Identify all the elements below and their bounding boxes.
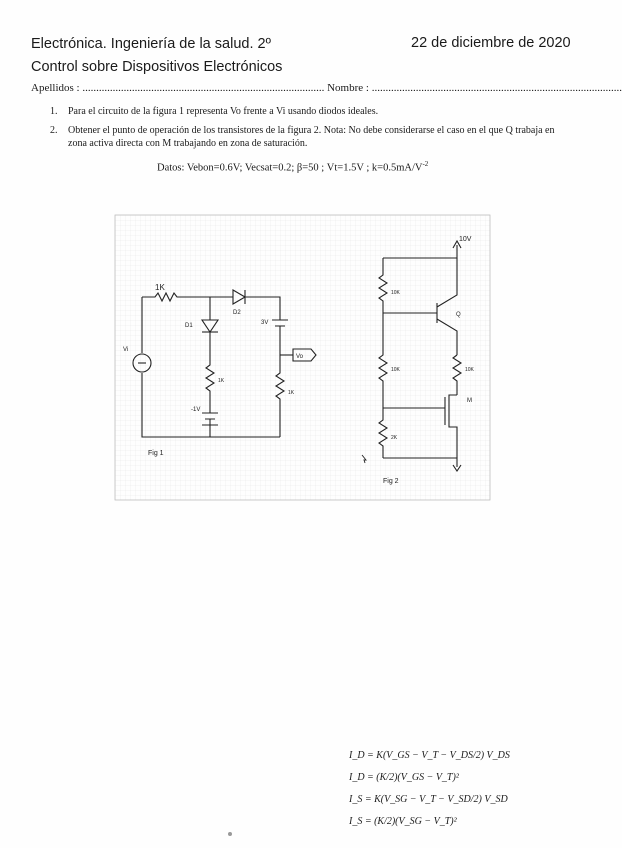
question-text: Para el circuito de la figura 1 representa Vo frente a Vi usando diodos ideales.	[68, 106, 379, 117]
fig1-caption: Fig 1	[148, 450, 164, 457]
question-number: 2.	[50, 125, 58, 136]
label-r-bot: 2K	[391, 435, 398, 441]
formulas-block	[349, 745, 584, 833]
label-vo: Vo	[296, 354, 304, 360]
apellidos-label: Apellidos :	[31, 82, 80, 94]
question-number: 1.	[50, 106, 58, 117]
formula-row	[349, 767, 584, 789]
scan-mark	[228, 832, 232, 836]
question-item	[50, 124, 570, 150]
nombre-field[interactable]: ...........................................................................................	[371, 82, 622, 94]
student-fields	[31, 82, 622, 94]
apellidos-field[interactable]: ........................................................................................	[82, 82, 325, 94]
formula-id-triode: I_D = K(V_GS − V_T − V_DS/2) V_DS	[349, 750, 510, 761]
circuit-figures	[115, 215, 490, 500]
formula-is-sat: I_S = (K/2)(V_SG − V_T)²	[349, 816, 457, 827]
exam-date: 22 de diciembre de 2020	[411, 35, 571, 51]
data-text: Datos: Vebon=0.6V; Vecsat=0.2; β=50 ; Vt=1.5V ; k=0.5mA/V	[157, 162, 423, 174]
label-3v: 3V	[261, 320, 269, 326]
label-r1: 1K	[155, 283, 165, 292]
nombre-label: Nombre :	[327, 82, 369, 94]
label-q: Q	[456, 312, 461, 318]
label-r-right: 10K	[465, 367, 474, 373]
label-r-top: 10K	[391, 290, 400, 296]
label-vi: Vi	[123, 347, 129, 353]
label-r2: 1K	[218, 378, 225, 384]
formula-row	[349, 811, 584, 833]
label-d2: D2	[233, 310, 241, 316]
question-text: Obtener el punto de operación de los transistores de la figura 2. Nota: No debe considerarse el caso en el que Q trabaja en zona activa directa con M trabajando en zona de saturación.	[68, 125, 555, 149]
formula-row	[349, 745, 584, 767]
course-title: Electrónica. Ingeniería de la salud. 2º	[31, 36, 271, 52]
formula-id-sat: I_D = (K/2)(V_GS − V_T)²	[349, 772, 459, 783]
question-item	[50, 105, 570, 118]
label-m: M	[467, 398, 472, 404]
label-d1: D1	[185, 323, 193, 329]
label-minus1v: -1V	[191, 407, 201, 413]
question-list	[50, 105, 570, 156]
label-r-mid: 10K	[391, 367, 400, 373]
label-r3: 1K	[288, 390, 295, 396]
formula-row	[349, 789, 584, 811]
fig2-caption: Fig 2	[383, 478, 399, 485]
data-line	[157, 160, 428, 174]
label-10v: 10V	[459, 236, 472, 243]
data-exponent: -2	[422, 160, 429, 168]
formula-is-triode: I_S = K(V_SG − V_T − V_SD/2) V_SD	[349, 794, 508, 805]
exam-subtitle: Control sobre Dispositivos Electrónicos	[31, 59, 283, 75]
